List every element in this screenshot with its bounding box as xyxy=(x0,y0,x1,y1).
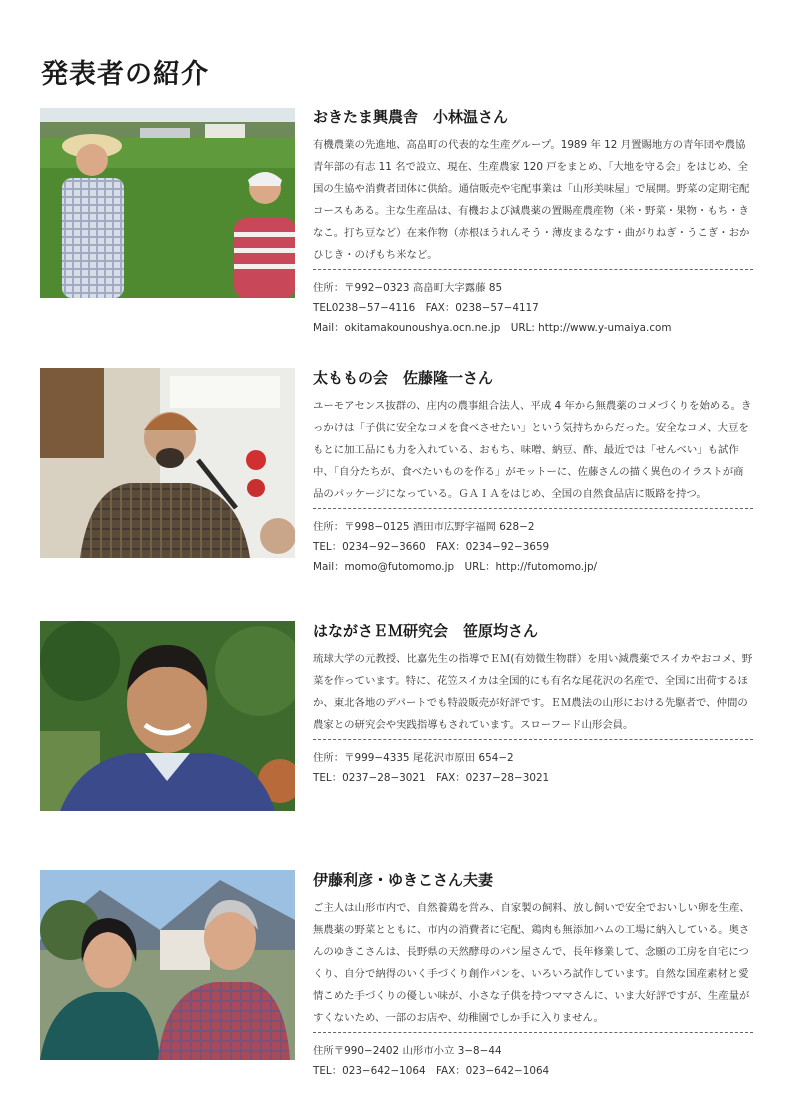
phone-fax-line: TEL：0237−28−3021 FAX：0237−28−3021 xyxy=(313,772,550,784)
speaker-with-microphone-photo xyxy=(40,368,295,558)
presenter-description: ユーモアセンス抜群の、庄内の農事組合法人、平成 4 年から無農薬のコメづくりを始める。きっかけは「子供に安全なコメを食べさせたい」という気持ちからだった。安全なコメ、大豆をもとに加工品にも力を入れている、おもち、味噌、納豆、酢、最近では「せんべい」も試作中、「自分たちが、食べたいものを作る」がモットーに、佐藤さんの描く異色のイラストが商品のパッケージになっている。ＧＡＩＡをはじめ、全国の自然食品店に販路を持つ。 xyxy=(313,400,752,500)
phone-fax-line: TEL：023−642−1064 FAX：023−642−1064 xyxy=(313,1065,550,1077)
farmers-in-rice-field-photo xyxy=(40,108,295,298)
presenter-name: 太ももの会 佐藤隆一さん xyxy=(313,369,494,387)
page-title: 発表者の紹介 xyxy=(41,59,209,90)
presenter-description: 琉球大学の元教授、比嘉先生の指導でＥＭ(有効微生物群）を用い減農薬でスイカやおコメ、野菜を作っています。特に、花笠スイカは全国的にも有名な尾花沢の名産で、全国に出荷するほか、東北各地のデパートでも特設販売が好評です。ＥＭ農法の山形における先駆者で、仲間の農家との研究会や実践指導もされています。スローフード山形会員。 xyxy=(313,653,753,731)
contact-block xyxy=(313,278,753,338)
presenter-name: 伊藤利彦・ゆきこさん夫妻 xyxy=(313,871,494,889)
mail-url-line: Mail：okitamakounoushya.ocn.ne.jp URL: http://www.y-umaiya.com xyxy=(313,322,672,334)
address-line: 住所：〒998−0125 酒田市広野字福岡 628−2 xyxy=(313,521,535,533)
address-line: 住所：〒992−0323 高畠町大字露藤 85 xyxy=(313,282,503,294)
address-line: 住所：〒999−4335 尾花沢市原田 654−2 xyxy=(313,752,514,764)
mail-url-line: Mail：momo@futomomo.jp URL：http://futomomo.jp/ xyxy=(313,561,598,573)
presenter-description: 有機農業の先進地、高畠町の代表的な生産グループ。1989 年 12 月置賜地方の青年団や農協青年部の有志 11 名で設立、現在、生産農家 120 戸をまとめ、「大地を守る会」をはじめ、全国の生協や消費者団体に供給。通信販売や宅配事業は「山形美味屋」で展開。野菜の定期宅配コースもある。主な生産品は、有機および減農薬の置賜産農産物（米・野菜・果物・もち・きなこ。打ち豆など）在来作物（赤根ほうれんそう・薄皮まるなす・曲がりねぎ・うこぎ・おかひじき・のげもち米など。 xyxy=(313,139,750,261)
presenter-name: はながさＥＭ研究会 笹原均さん xyxy=(313,622,539,640)
presenter-description: ご主人は山形市内で、自然養鶏を営み、自家製の飼料、放し飼いで安全でおいしい卵を生産、無農薬の野菜とともに、市内の消費者に宅配、鶏肉も無添加ハムの工場に納入している。奥さんのゆきこさんは、長野県の天然酵母のパン屋さんで、長年修業して、念願の工房を自宅につくり、自分で納得のいく手づくり創作パンを、いろいろ試作しています。自然な国産素材と愛情こめた手づくりの優しい味が、小さな子供を持つママさんに、いま大好評ですが、生産量がすくないため、一部のお店や、幼稚園でしか手に入りません。 xyxy=(313,902,750,1024)
contact-block xyxy=(313,1041,753,1081)
presenter-name: おきたま興農舎 小林温さん xyxy=(313,108,509,126)
phone-fax-line: TEL0238−57−4116 FAX：0238−57−4117 xyxy=(313,302,539,314)
divider xyxy=(313,1032,753,1033)
smiling-man-portrait-photo xyxy=(40,621,295,811)
divider xyxy=(313,739,753,740)
couple-outdoors-photo xyxy=(40,870,295,1060)
divider xyxy=(313,269,753,270)
phone-fax-line: TEL：0234−92−3660 FAX：0234−92−3659 xyxy=(313,541,550,553)
address-line: 住所〒990−2402 山形市小立 3−8−44 xyxy=(313,1045,502,1057)
contact-block xyxy=(313,517,753,577)
divider xyxy=(313,508,753,509)
contact-block xyxy=(313,748,753,788)
